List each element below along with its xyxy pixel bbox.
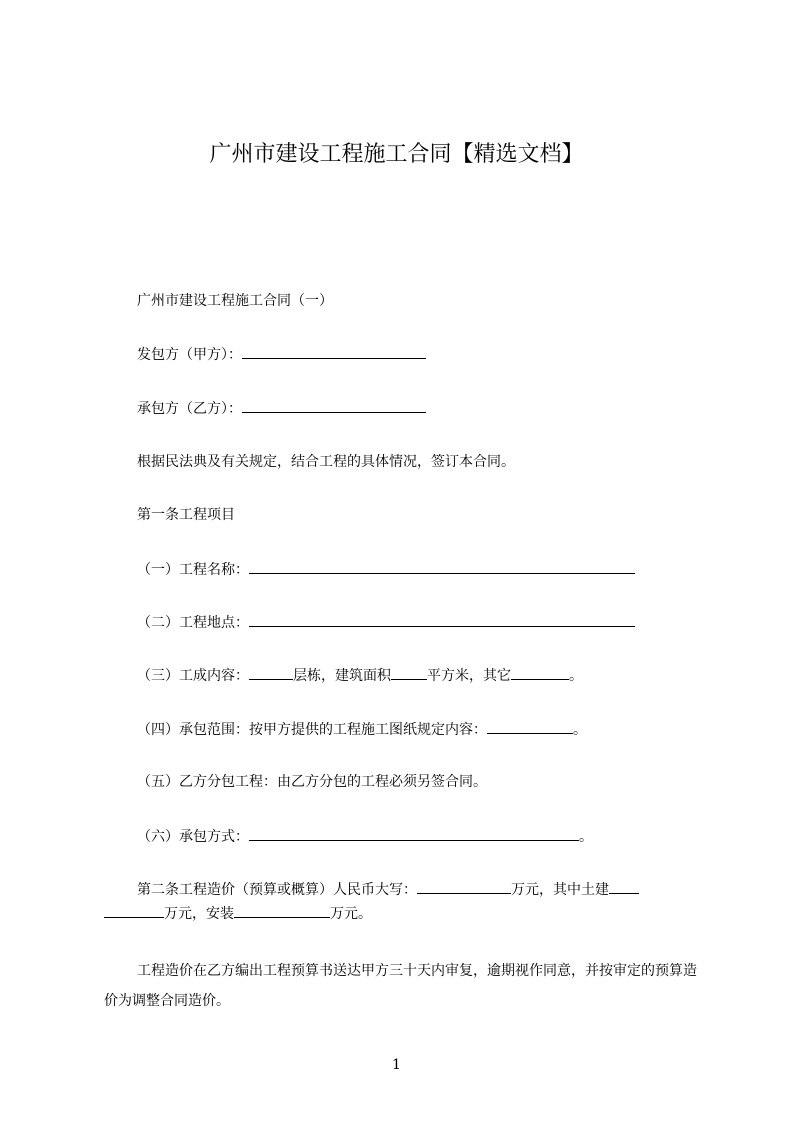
article-2-mid2: 万元，安装 — [164, 906, 234, 922]
item-6-blank — [249, 825, 579, 841]
document-title: 广州市建设工程施工合同【精选文档】 — [209, 142, 584, 167]
item-3-blank-other — [511, 664, 569, 680]
item-2-blank — [249, 611, 635, 627]
article-2-mid1: 万元，其中土建 — [511, 882, 609, 898]
item-3-blank-area — [391, 664, 427, 680]
item-3-line — [137, 664, 583, 687]
item-3-mid2: 平方米，其它 — [427, 668, 511, 684]
item-4-prefix: （四）承包范围：按甲方提供的工程施工图纸规定内容： — [137, 722, 487, 738]
item-4-end: 。 — [573, 722, 587, 738]
article-2-paragraph — [104, 878, 704, 926]
article-2-blank-civil-a — [609, 878, 639, 894]
party-a-line — [137, 343, 426, 366]
item-6-prefix: （六）承包方式： — [137, 829, 249, 845]
article-2-blank-civil-b — [104, 902, 164, 918]
item-6-line — [137, 825, 593, 848]
item-1-label: （一）工程名称： — [137, 562, 249, 578]
item-1-blank — [249, 558, 635, 574]
item-6-end: 。 — [579, 829, 593, 845]
item-2-label: （二）工程地点： — [137, 615, 249, 631]
contract-heading: 广州市建设工程施工合同（一） — [137, 293, 333, 309]
article-2-note: 工程造价在乙方编出工程预算书送达甲方三十天内审复，逾期视作同意，并按审定的预算造价为调整合同造价。 — [104, 963, 697, 1009]
item-4-blank — [487, 718, 573, 734]
party-b-line — [137, 397, 426, 420]
article-1-title: 第一条工程项目 — [137, 507, 235, 523]
intro-paragraph: 根据民法典及有关规定，结合工程的具体情况，签订本合同。 — [137, 454, 515, 470]
article-2-end: 万元。 — [330, 906, 372, 922]
party-b-blank — [242, 397, 426, 413]
party-a-label: 发包方（甲方）： — [137, 347, 242, 363]
item-3-blank-floors — [249, 664, 293, 680]
item-3-end: 。 — [569, 668, 583, 684]
article-2-prefix: 第二条工程造价（预算或概算）人民币大写： — [137, 882, 417, 898]
party-a-blank — [242, 343, 426, 359]
article-2-blank-total — [417, 878, 511, 894]
item-1-line — [137, 558, 635, 581]
item-3-prefix: （三）工成内容： — [137, 668, 249, 684]
item-3-mid1: 层栋，建筑面积 — [293, 668, 391, 684]
article-2-blank-install — [234, 902, 330, 918]
item-5-line: （五）乙方分包工程：由乙方分包的工程必须另签合同。 — [137, 774, 487, 790]
party-b-label: 承包方（乙方）： — [137, 401, 242, 417]
item-2-line — [137, 611, 635, 634]
item-4-line — [137, 718, 587, 741]
page-number: 1 — [392, 1057, 401, 1073]
